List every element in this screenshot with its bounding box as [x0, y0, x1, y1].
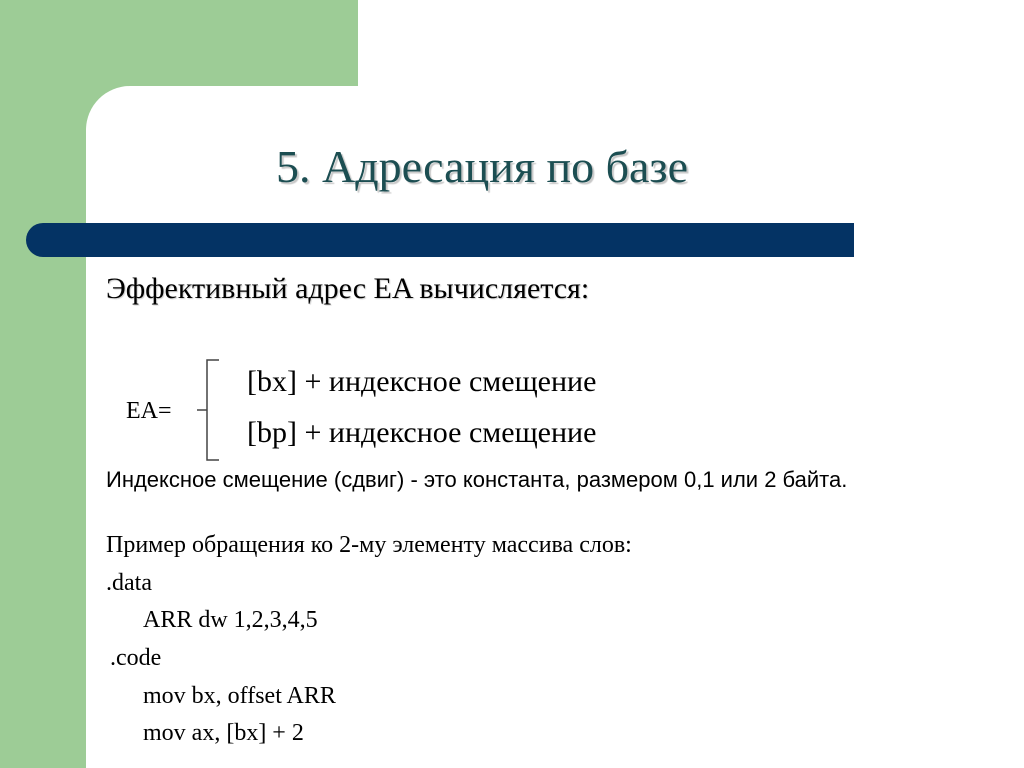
code-line-arr: ARR dw 1,2,3,4,5: [143, 607, 318, 633]
formula-bp: [bp] + индексное смещение: [247, 416, 597, 449]
offset-description: Индексное смещение (сдвиг) - это константа, размером 0,1 или 2 байта.: [106, 467, 848, 492]
code-line-data: .data: [106, 570, 152, 596]
slide-title: 5. Адресация по базе: [276, 141, 689, 192]
ea-label: EA=: [126, 398, 172, 424]
code-line-mov-ax: mov ax, [bx] + 2: [143, 720, 304, 746]
code-line-mov-bx: mov bx, offset ARR: [143, 683, 336, 709]
code-line-code: .code: [110, 645, 162, 671]
example-heading: Пример обращения ко 2-му элементу массива слов:: [106, 532, 632, 558]
formula-brace: [197, 358, 221, 462]
title-underline-bar: [26, 223, 854, 257]
formula-bx: [bx] + индексное смещение: [247, 365, 597, 398]
intro-text: Эффективный адрес EA вычисляется:: [106, 272, 590, 305]
